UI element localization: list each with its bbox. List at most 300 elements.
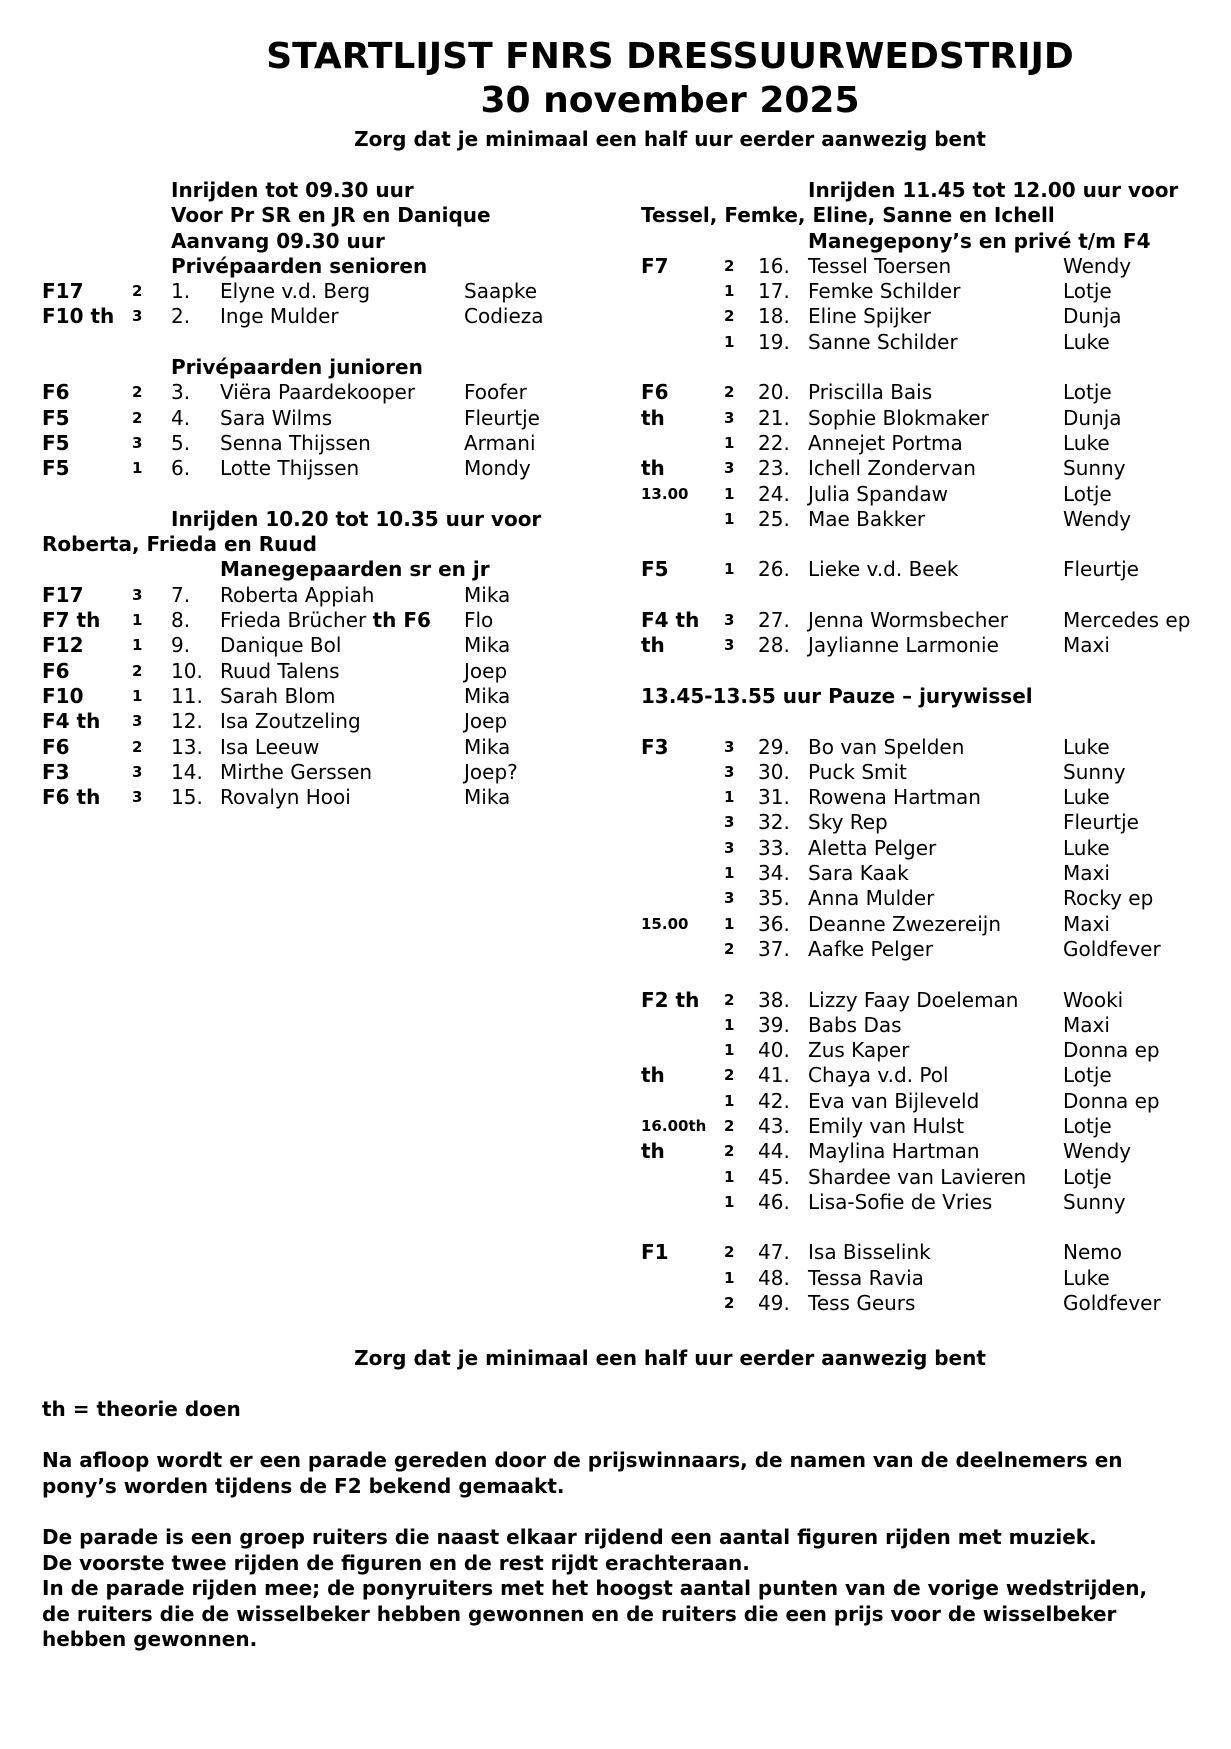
start-number-cell: 44. <box>758 1139 790 1164</box>
rider-name-cell: Sophie Blokmaker <box>808 405 989 430</box>
level-cell: 3 <box>724 408 735 427</box>
extra-note: th F6 <box>372 608 431 633</box>
horse-name-cell: Sunny <box>1063 759 1126 784</box>
horse-name-cell: Lotje <box>1063 1113 1112 1138</box>
start-number-cell: 16. <box>758 253 790 278</box>
start-number-cell: 37. <box>758 936 790 961</box>
horse-name-cell: Sunny <box>1063 1189 1126 1214</box>
parade-p2-line1: De parade is een groep ruiters die naast elkaar rijdend een aantal figuren rijden met muziek. <box>42 1525 1097 1549</box>
level-cell: 3 <box>724 636 735 655</box>
category-cell: F5 <box>641 557 669 582</box>
level-cell: 2 <box>724 1142 735 1161</box>
level-cell: 2 <box>724 990 735 1009</box>
category-cell: F6 <box>641 380 669 405</box>
right-groups-2 <box>641 735 1226 1342</box>
start-entry-row <box>641 937 1226 962</box>
start-number-cell: 10. <box>171 658 203 683</box>
horse-name-cell: Luke <box>1063 430 1110 455</box>
start-number-cell: 36. <box>758 911 790 936</box>
start-number-cell: 30. <box>758 759 790 784</box>
rider-name-cell: Tessa Ravia <box>808 1265 924 1290</box>
horse-name-cell: Joep <box>464 709 508 734</box>
level-cell: 2 <box>132 737 143 756</box>
rider-name-cell: Viëra Paardekooper <box>220 380 416 405</box>
horse-name-cell: Flo <box>464 608 494 633</box>
rider-name-cell: Ichell Zondervan <box>808 456 976 481</box>
parade-p2-line2: De voorste twee rijden de figuren en de rest rijdt erachteraan. <box>42 1550 750 1575</box>
start-entry-row <box>641 456 1226 481</box>
level-cell: 2 <box>132 383 143 402</box>
rider-name-cell: Lisa-Sofie de Vries <box>808 1189 993 1214</box>
level-cell: 3 <box>132 433 143 452</box>
start-number-cell: 11. <box>171 683 203 708</box>
junioren-list <box>42 380 632 481</box>
horse-name-cell: Goldfever <box>1063 936 1161 961</box>
category-cell: F5 <box>42 405 70 430</box>
category-cell: F3 <box>641 734 669 759</box>
horse-name-cell: Lotje <box>1063 380 1112 405</box>
start-entry-row <box>641 886 1226 911</box>
rider-name-cell: Mae Bakker <box>808 506 926 531</box>
rider-name-cell: Lieke v.d. Beek <box>808 557 959 582</box>
category-cell: F10 th <box>42 304 115 329</box>
rider-name-cell: Aletta Pelger <box>808 835 937 860</box>
category-cell: F17 <box>42 582 84 607</box>
horse-name-cell: Mika <box>464 734 511 759</box>
right-column <box>641 178 1226 1342</box>
horse-name-cell: Maxi <box>1063 911 1110 936</box>
rider-name-text: Frieda Brücher <box>220 608 367 633</box>
rider-name-cell: Sarah Blom <box>220 683 336 708</box>
level-cell: 2 <box>724 1066 735 1085</box>
start-number-cell: 39. <box>758 1012 790 1037</box>
horse-name-cell: Dunja <box>1063 405 1122 430</box>
level-cell: 1 <box>724 433 735 452</box>
start-entry-row <box>641 1240 1226 1265</box>
horse-name-cell: Luke <box>1063 785 1110 810</box>
start-entry-row <box>641 507 1226 532</box>
category-cell: th <box>641 1139 665 1164</box>
start-number-cell: 26. <box>758 557 790 582</box>
level-cell: 3 <box>132 585 143 604</box>
horse-name-cell: Maxi <box>1063 1012 1110 1037</box>
category-cell: F6 th <box>42 785 101 810</box>
start-number-cell: 24. <box>758 481 790 506</box>
level-cell: 1 <box>132 636 143 655</box>
start-number-cell: 23. <box>758 456 790 481</box>
start-number-cell: 46. <box>758 1189 790 1214</box>
start-entry-row <box>641 1013 1226 1038</box>
start-number-cell: 32. <box>758 810 790 835</box>
rider-name-cell: Roberta Appiah <box>220 582 375 607</box>
parade-paragraph-2 <box>42 1525 1212 1653</box>
rider-name-cell: Deanne Zwezereijn <box>808 911 1002 936</box>
event-date: 30 november 2025 <box>480 80 860 121</box>
level-cell: 3 <box>724 889 735 908</box>
start-number-cell: 47. <box>758 1240 790 1265</box>
arrival-reminder-top: Zorg dat je minimaal een half uur eerder aanwezig bent <box>354 127 986 151</box>
rider-name-cell: Lotte Thijssen <box>220 456 360 481</box>
start-entry-row <box>641 254 1226 279</box>
section-heading-senioren: Privépaarden senioren <box>171 253 428 278</box>
start-entry-row <box>641 279 1226 304</box>
start-number-cell: 31. <box>758 785 790 810</box>
rider-name-cell: Chaya v.d. Pol <box>808 1063 949 1088</box>
level-cell: 3 <box>724 838 735 857</box>
start-entry-row <box>641 608 1226 633</box>
start-entry-row <box>641 633 1226 658</box>
start-entry-row <box>42 279 632 304</box>
level-cell: 1 <box>724 484 735 503</box>
level-cell: 2 <box>132 282 143 301</box>
level-cell: 3 <box>724 611 735 630</box>
start-number-cell: 18. <box>758 304 790 329</box>
horse-name-cell: Mika <box>464 683 511 708</box>
horse-name-cell: Lotje <box>1063 1063 1112 1088</box>
category-cell: F7 th <box>42 608 101 633</box>
category-cell: F10 <box>42 683 84 708</box>
horse-name-cell: Luke <box>1063 329 1110 354</box>
level-cell: 1 <box>724 1167 735 1186</box>
level-cell: 1 <box>724 1041 735 1060</box>
start-entry-row <box>641 380 1226 405</box>
horse-name-cell: Mika <box>464 785 511 810</box>
start-entry-row <box>641 836 1226 861</box>
horse-name-cell: Dunja <box>1063 304 1122 329</box>
warmup-note-2: Roberta, Frieda en Ruud <box>42 532 317 557</box>
rider-name-cell: Maylina Hartman <box>808 1139 980 1164</box>
level-cell: 3 <box>132 307 143 326</box>
horse-name-cell: Rocky ep <box>1063 886 1154 911</box>
level-cell: 2 <box>132 661 143 680</box>
rider-name-cell: Annejet Portma <box>808 430 963 455</box>
parade-p2-line4: de ruiters die de wisselbeker hebben gewonnen en de ruiters die een prijs voor de wisselbeker <box>42 1601 1117 1626</box>
horse-name-cell: Lotje <box>1063 279 1112 304</box>
category-cell: F3 <box>42 759 70 784</box>
level-cell: 1 <box>724 560 735 579</box>
rider-name-cell: Lizzy Faay Doeleman <box>808 987 1019 1012</box>
rider-name-cell: Ruud Talens <box>220 658 340 683</box>
level-cell: 1 <box>724 788 735 807</box>
rider-name-cell: Senna Thijssen <box>220 430 371 455</box>
horse-name-cell: Lotje <box>1063 1164 1112 1189</box>
start-number-cell: 14. <box>171 759 203 784</box>
start-entry-row <box>42 709 632 734</box>
horse-name-cell: Armani <box>464 430 536 455</box>
horse-name-cell: Mika <box>464 582 511 607</box>
horse-name-cell: Wendy <box>1063 1139 1132 1164</box>
rider-name-cell: Priscilla Bais <box>808 380 933 405</box>
arrival-reminder-bottom: Zorg dat je minimaal een half uur eerder aanwezig bent <box>354 1346 986 1370</box>
category-cell: th <box>641 633 665 658</box>
rider-name-cell: Eline Spijker <box>808 304 931 329</box>
level-cell: 1 <box>724 914 735 933</box>
rider-name-cell: Jaylianne Larmonie <box>808 633 999 658</box>
manege-list <box>42 583 632 811</box>
category-cell: F4 th <box>641 608 700 633</box>
rider-name-cell: Inge Mulder <box>220 304 339 329</box>
start-entry-row <box>641 785 1226 810</box>
start-entry-row <box>42 633 632 658</box>
legend-th: th = theorie doen <box>42 1397 241 1421</box>
parade-p1-line2: pony’s worden tijdens de F2 bekend gemaakt. <box>42 1473 565 1498</box>
start-entry-row <box>641 1165 1226 1190</box>
horse-name-cell: Maxi <box>1063 861 1110 886</box>
level-cell: 1 <box>724 1091 735 1110</box>
rider-name-cell: Eva van Bijleveld <box>808 1088 980 1113</box>
rider-name-cell: Anna Mulder <box>808 886 935 911</box>
category-cell: 16.00th <box>641 1116 707 1135</box>
category-cell: th <box>641 456 665 481</box>
start-number-cell: 8. <box>171 608 191 633</box>
category-cell: 15.00 <box>641 914 689 933</box>
start-entry-row <box>42 785 632 810</box>
horse-name-cell: Mondy <box>464 456 531 481</box>
start-number-cell: 1. <box>171 279 191 304</box>
warmup-heading-3: Inrijden 11.45 tot 12.00 uur voor <box>808 178 1179 202</box>
level-cell: 2 <box>724 1243 735 1262</box>
start-number-cell: 40. <box>758 1038 790 1063</box>
section-heading-junioren: Privépaarden junioren <box>171 355 423 380</box>
start-entry-row <box>641 1089 1226 1114</box>
right-groups-1 <box>641 254 1226 684</box>
rider-name-cell: Emily van Hulst <box>808 1113 965 1138</box>
start-number-cell: 49. <box>758 1291 790 1316</box>
category-cell: F2 th <box>641 987 700 1012</box>
level-cell: 2 <box>724 383 735 402</box>
parade-paragraph-1 <box>42 1448 1212 1499</box>
section-heading-pony: Manegepony’s en privé t/m F4 <box>808 228 1151 253</box>
start-entry-row <box>42 431 632 456</box>
start-entry-row <box>42 304 632 329</box>
level-cell: 3 <box>132 762 143 781</box>
level-cell: 1 <box>132 686 143 705</box>
rider-name-cell: Sky Rep <box>808 810 888 835</box>
level-cell: 2 <box>724 256 735 275</box>
horse-name-cell: Wendy <box>1063 253 1132 278</box>
rider-name-cell <box>220 608 431 633</box>
level-cell: 3 <box>724 459 735 478</box>
rider-name-cell: Mirthe Gerssen <box>220 759 373 784</box>
level-cell: 1 <box>724 1015 735 1034</box>
level-cell: 1 <box>724 864 735 883</box>
level-cell: 1 <box>724 1268 735 1287</box>
start-entry-row <box>641 557 1226 582</box>
start-number-cell: 25. <box>758 506 790 531</box>
start-entry-row <box>42 456 632 481</box>
start-entry-row <box>42 659 632 684</box>
start-number-cell: 5. <box>171 430 191 455</box>
category-cell: th <box>641 405 665 430</box>
horse-name-cell: Wendy <box>1063 506 1132 531</box>
horse-name-cell: Nemo <box>1063 1240 1122 1265</box>
rider-name-cell: Aafke Pelger <box>808 936 933 961</box>
category-cell: th <box>641 1063 665 1088</box>
horse-name-cell: Joep? <box>464 759 518 784</box>
start-entry-row <box>641 1266 1226 1291</box>
start-entry-row <box>641 760 1226 785</box>
rider-name-cell: Julia Spandaw <box>808 481 948 506</box>
horse-name-cell: Fleurtje <box>464 405 540 430</box>
horse-name-cell: Sunny <box>1063 456 1126 481</box>
start-number-cell: 29. <box>758 734 790 759</box>
rider-name-cell: Bo van Spelden <box>808 734 965 759</box>
rider-name-cell: Danique Bol <box>220 633 342 658</box>
horse-name-cell: Joep <box>464 658 508 683</box>
horse-name-cell: Luke <box>1063 734 1110 759</box>
parade-p1-line1: Na afloop wordt er een parade gereden door de prijswinnaars, de namen van de deelnemers en <box>42 1448 1123 1472</box>
start-entry-row <box>641 304 1226 329</box>
level-cell: 3 <box>132 712 143 731</box>
horse-name-cell: Fleurtje <box>1063 810 1139 835</box>
category-cell: F12 <box>42 633 84 658</box>
left-column <box>42 178 632 810</box>
warmup-heading-1: Inrijden tot 09.30 uur <box>171 178 414 202</box>
start-number-cell: 41. <box>758 1063 790 1088</box>
start-number-cell: 43. <box>758 1113 790 1138</box>
level-cell: 3 <box>724 813 735 832</box>
category-cell: F6 <box>42 658 70 683</box>
level-cell: 1 <box>132 459 143 478</box>
horse-name-cell: Mika <box>464 633 511 658</box>
rider-name-cell: Sara Kaak <box>808 861 909 886</box>
start-entry-row <box>42 380 632 405</box>
rider-name-cell: Elyne v.d. Berg <box>220 279 371 304</box>
section-heading-manege: Manegepaarden sr en jr <box>220 557 490 582</box>
rider-name-cell: Femke Schilder <box>808 279 961 304</box>
start-entry-row <box>42 684 632 709</box>
horse-name-cell: Maxi <box>1063 633 1110 658</box>
start-entry-row <box>641 1114 1226 1139</box>
category-cell: F17 <box>42 279 84 304</box>
start-number-cell: 20. <box>758 380 790 405</box>
start-number-cell: 45. <box>758 1164 790 1189</box>
rider-name-cell: Rowena Hartman <box>808 785 981 810</box>
horse-name-cell: Goldfever <box>1063 1291 1161 1316</box>
start-number-cell: 48. <box>758 1265 790 1290</box>
start-number-cell: 19. <box>758 329 790 354</box>
start-entry-row <box>641 861 1226 886</box>
level-cell: 1 <box>724 1192 735 1211</box>
start-entry-row <box>42 583 632 608</box>
start-number-cell: 15. <box>171 785 203 810</box>
horse-name-cell: Lotje <box>1063 481 1112 506</box>
rider-name-cell: Puck Smit <box>808 759 907 784</box>
level-cell: 3 <box>724 737 735 756</box>
start-time-heading: Aanvang 09.30 uur <box>171 228 385 253</box>
rider-name-cell: Sara Wilms <box>220 405 333 430</box>
level-cell: 1 <box>132 611 143 630</box>
start-number-cell: 3. <box>171 380 191 405</box>
pause-notice: 13.45-13.55 uur Pauze – jurywissel <box>641 683 1033 708</box>
start-number-cell: 38. <box>758 987 790 1012</box>
start-number-cell: 21. <box>758 405 790 430</box>
start-number-cell: 6. <box>171 456 191 481</box>
start-entry-row <box>641 406 1226 431</box>
start-number-cell: 9. <box>171 633 191 658</box>
start-entry-row <box>641 1038 1226 1063</box>
start-number-cell: 35. <box>758 886 790 911</box>
senioren-list <box>42 279 632 330</box>
horse-name-cell: Wooki <box>1063 987 1124 1012</box>
level-cell: 3 <box>724 762 735 781</box>
category-cell: F5 <box>42 456 70 481</box>
category-cell: F6 <box>42 380 70 405</box>
category-cell: F7 <box>641 253 669 278</box>
rider-name-cell: Isa Leeuw <box>220 734 320 759</box>
horse-name-cell: Mercedes ep <box>1063 608 1191 633</box>
rider-name-cell: Isa Zoutzeling <box>220 709 361 734</box>
level-cell: 2 <box>724 307 735 326</box>
rider-name-cell: Sanne Schilder <box>808 329 958 354</box>
rider-name-cell: Jenna Wormsbecher <box>808 608 1008 633</box>
start-number-cell: 12. <box>171 709 203 734</box>
start-entry-row <box>641 482 1226 507</box>
category-cell: F6 <box>42 734 70 759</box>
start-number-cell: 2. <box>171 304 191 329</box>
start-entry-row <box>42 608 632 633</box>
horse-name-cell: Luke <box>1063 1265 1110 1290</box>
start-number-cell: 34. <box>758 861 790 886</box>
start-entry-row <box>42 406 632 431</box>
start-entry-row <box>641 912 1226 937</box>
rider-name-cell: Isa Bisselink <box>808 1240 931 1265</box>
start-entry-row <box>641 735 1226 760</box>
warmup-note-1: Voor Pr SR en JR en Danique <box>171 203 491 228</box>
start-entry-row <box>42 735 632 760</box>
start-number-cell: 22. <box>758 430 790 455</box>
warmup-note-3: Tessel, Femke, Eline, Sanne en Ichell <box>641 203 1055 228</box>
start-entry-row <box>641 810 1226 835</box>
start-number-cell: 42. <box>758 1088 790 1113</box>
rider-name-cell: Tess Geurs <box>808 1291 916 1316</box>
horse-name-cell: Donna ep <box>1063 1088 1160 1113</box>
horse-name-cell: Foofer <box>464 380 527 405</box>
start-entry-row <box>42 760 632 785</box>
horse-name-cell: Fleurtje <box>1063 557 1139 582</box>
category-cell: F5 <box>42 430 70 455</box>
page-title: STARTLIJST FNRS DRESSUURWEDSTRIJD <box>266 36 1074 77</box>
rider-name-cell: Rovalyn Hooi <box>220 785 351 810</box>
start-number-cell: 27. <box>758 608 790 633</box>
level-cell: 1 <box>724 509 735 528</box>
warmup-heading-2: Inrijden 10.20 tot 10.35 uur voor <box>171 506 542 531</box>
level-cell: 1 <box>724 282 735 301</box>
start-number-cell: 13. <box>171 734 203 759</box>
start-number-cell: 4. <box>171 405 191 430</box>
start-entry-row <box>641 330 1226 355</box>
rider-name-cell: Shardee van Lavieren <box>808 1164 1027 1189</box>
start-entry-row <box>641 1063 1226 1088</box>
rider-name-cell: Babs Das <box>808 1012 902 1037</box>
horse-name-cell: Luke <box>1063 835 1110 860</box>
start-number-cell: 7. <box>171 582 191 607</box>
category-cell: F1 <box>641 1240 669 1265</box>
horse-name-cell: Saapke <box>464 279 538 304</box>
start-number-cell: 33. <box>758 835 790 860</box>
level-cell: 2 <box>724 1294 735 1313</box>
level-cell: 2 <box>724 939 735 958</box>
level-cell: 2 <box>132 408 143 427</box>
parade-p2-line5: hebben gewonnen. <box>42 1627 258 1651</box>
start-entry-row <box>641 1139 1226 1164</box>
category-cell: F4 th <box>42 709 101 734</box>
start-entry-row <box>641 1291 1226 1316</box>
start-entry-row <box>641 988 1226 1013</box>
level-cell: 1 <box>724 332 735 351</box>
parade-p2-line3: In de parade rijden mee; de ponyruiters met het hoogst aantal punten van de vorige wedstrijden, <box>42 1576 1148 1600</box>
start-number-cell: 28. <box>758 633 790 658</box>
